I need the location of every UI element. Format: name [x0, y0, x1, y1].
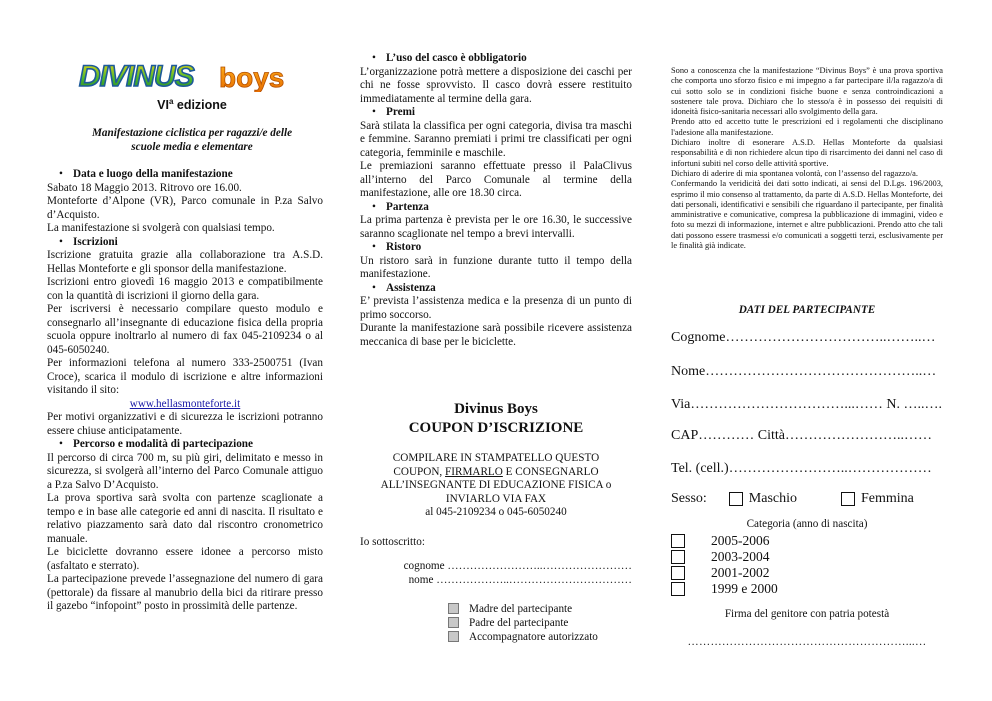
- categoria-title: Categoria (anno di nascita): [746, 518, 868, 530]
- paragraph: Durante la manifestazione sarà possibile ricevere assistenza meccanica di base per le biciclette.: [360, 322, 632, 348]
- paragraph: Sono a conoscenza che la manifestazione “Divinus Boys” è una prova sportiva che comporta uno sforzo fisico e mi impegno a far partecipare il/la ragazzo/a di cui sotto solo se in condizioni fisiche buone e senza controindicazioni a sostenere tale prova. Dichiaro che lo stesso/a è in possesso dei requisiti di idoneità fisico-sanitaria necessari allo svolgimento della gara.: [671, 66, 943, 117]
- paragraph: Le premiazioni saranno effettuate presso il PalaClivus all’interno del Parco Comunale al termine della manifestazione, alle ore 18.30 circa.: [360, 160, 632, 199]
- coupon-title-line2: COUPON D’ISCRIZIONE: [408, 420, 584, 436]
- paragraph: Iscrizioni entro giovedì 16 maggio 2013 e compatibilmente con la quantità di iscrizioni il giorno della gara.: [47, 276, 323, 302]
- column-2: [360, 0, 632, 701]
- heading-ristoro: • Ristoro: [360, 241, 632, 255]
- logo-text-boys: boys: [219, 62, 285, 92]
- categoria-checkbox[interactable]: [671, 534, 685, 548]
- heading-assistenza: • Assistenza: [360, 282, 632, 296]
- paragraph: La prima partenza è prevista per le ore 16.30, le successive saranno scaglionate nel tempo a brevi intervalli.: [360, 214, 632, 240]
- categoria-checkbox[interactable]: [671, 550, 685, 564]
- paragraph: Le biciclette dovranno essere idonee a percorso misto (asfaltato e sterrato).: [47, 546, 323, 572]
- paragraph: La partecipazione prevede l’assegnazione del numero di gara (pettorale) da fissare al manubrio della bici da ritirare presso il gazebo “infopoint” posto in prossimità delle partenze.: [47, 573, 323, 612]
- paragraph: La prova sportiva sarà svolta con partenze scaglionate a tempo e in base alle categorie ed anni di nascita. Il risultato e relativo piazzamento sarà dato dal riscontro cronometrico manuale.: [47, 492, 323, 545]
- paragraph: La manifestazione si svolgerà con qualsiasi tempo.: [47, 222, 275, 234]
- column-3: [671, 0, 943, 701]
- edition-label: $VI^a$ edizione: [157, 97, 227, 113]
- subtitle: Manifestazione ciclistica per ragazzi/e delle scuole media e elementare: [91, 127, 293, 153]
- categoria-checkbox[interactable]: [671, 566, 685, 580]
- categoria-checkbox[interactable]: [671, 582, 685, 596]
- paragraph: Confermando la veridicità dei dati sotto indicati, ai sensi del D.Lgs. 196/2003, esprimo il mio consenso al trattamento, da parte di A.S.D. Hellas Monteforte, dei dati personali, identificativi e sensibili che riguardano il partecipante, per finalità amministrative e comunicative, compresa la pubblicazione di immagini, video e foto su mezzi di informazione, internet e altre pubblicazioni. Prendo atto che tali dati possono essere trasmessi e/o comunicati a soggetti terzi, esclusivamente per le finalità già indicate.: [671, 179, 943, 251]
- checkbox[interactable]: [448, 631, 459, 642]
- femmina-label: Femmina: [861, 491, 914, 506]
- paragraph: Il percorso di circa 700 m, su più giri, delimitato e messo in sicurezza, si svolgerà all’interno del Parco Comunale attiguo a P.za Salvo D’Acquisto.: [47, 451, 323, 491]
- categoria-option[interactable]: 2005-2006: [671, 533, 770, 549]
- cognome-input[interactable]: Cognome……………………………..……..…: [671, 330, 936, 345]
- categoria-option[interactable]: 1999 e 2000: [671, 581, 778, 597]
- divinus-boys-logo: [77, 58, 297, 92]
- heading-casco: • L’uso del casco è obbligatorio: [360, 52, 632, 66]
- femmina-checkbox[interactable]: [841, 492, 855, 506]
- tel-input[interactable]: Tel. (cell.)……………………..………………: [671, 461, 932, 476]
- heading-data-luogo: • Data e luogo della manifestazione: [47, 168, 323, 182]
- coupon-title: [360, 400, 632, 438]
- website-link[interactable]: www.hellasmonteforte.it: [129, 397, 241, 410]
- col1-body: [47, 168, 323, 614]
- heading-percorso: • Percorso e modalità di partecipazione: [47, 438, 323, 452]
- nome-field[interactable]: nome ………………..……………………………: [408, 574, 632, 586]
- option-madre[interactable]: Madre del partecipante: [448, 602, 572, 615]
- paragraph: Per informazioni telefona al numero 333-2500751 (Ivan Croce), scarica il modulo di iscrizione e altre informazioni visitando il sito:: [47, 357, 323, 396]
- paragraph: Sarà stilata la classifica per ogni categoria, divisa tra maschi e femmine. Saranno premiati i primi tre classificati per ogni categoria, femminile e maschile.: [360, 119, 632, 159]
- paragraph: Dichiaro di aderire di mia spontanea volontà, con l’assenso del ragazzo/a.: [671, 168, 918, 178]
- categoria-option[interactable]: 2001-2002: [671, 565, 770, 581]
- sesso-row: [671, 491, 914, 507]
- paragraph: L’organizzazione potrà mettere a disposizione dei caschi per chi ne fosse sprovvisto. Il casco dovrà essere restituito immediatamente al termine della gara.: [360, 65, 632, 105]
- paragraph: Per motivi organizzativi e di sicurezza le iscrizioni potranno essere chiuse anticipatamente.: [47, 411, 323, 437]
- via-input[interactable]: Via……………………………...…… N. …..….: [671, 397, 942, 412]
- categoria-option[interactable]: 2003-2004: [671, 549, 770, 565]
- heading-iscrizioni: • Iscrizioni: [47, 236, 323, 250]
- paragraph: E’ prevista l’assistenza medica e la presenza di un punto di primo soccorso.: [360, 295, 632, 321]
- checkbox[interactable]: [448, 617, 459, 628]
- firma-field[interactable]: …………………………………………………...…: [687, 636, 927, 648]
- coupon-title-line1: Divinus Boys: [454, 401, 538, 417]
- dati-partecipante-heading: DATI DEL PARTECIPANTE: [738, 304, 876, 316]
- logo-text-main: DIVINUS: [79, 60, 194, 92]
- paragraph: Prendo atto ed accetto tutte le prescrizioni ed i regolamenti che disciplinano l'adesione alla manifestazione.: [671, 117, 943, 137]
- heading-premi: • Premi: [360, 106, 632, 120]
- cap-citta-input[interactable]: CAP………… Città……………………..……: [671, 428, 932, 443]
- disclaimer: [671, 66, 943, 251]
- col2-body: [360, 52, 632, 349]
- option-padre[interactable]: Padre del partecipante: [448, 616, 568, 629]
- maschio-checkbox[interactable]: [729, 492, 743, 506]
- paragraph: Per iscriversi è necessario compilare questo modulo e consegnarlo all’insegnante di educazione fisica della propria scuola oppure inoltrarlo al numero di fax 045-2109234 o al 045-6050240.: [47, 303, 323, 356]
- paragraph: Sabato 18 Maggio 2013. Ritrovo ore 16.00.: [47, 181, 242, 194]
- option-accompagnatore[interactable]: Accompagnatore autorizzato: [448, 630, 598, 643]
- column-1: [47, 0, 323, 701]
- heading-partenza: • Partenza: [360, 201, 632, 215]
- sottoscritto-label: Io sottoscritto:: [360, 536, 425, 548]
- sesso-label: Sesso:: [671, 491, 707, 506]
- checkbox[interactable]: [448, 603, 459, 614]
- firma-label: Firma del genitore con patria potestà: [724, 608, 890, 620]
- paragraph: Dichiaro inoltre di esonerare A.S.D. Hellas Monteforte da qualsiasi responsabilità e di non richiedere alcun tipo di risarcimento dei danni nel caso di infortuni subiti nel corso delle attività sportive.: [671, 138, 943, 168]
- maschio-label: Maschio: [748, 491, 798, 506]
- coupon-instructions: COMPILARE IN STAMPATELLO QUESTO COUPON, FIRMARLO E CONSEGNARLO ALL’INSEGNANTE DI EDUCAZIONE FISICA o INVIARLO VIA FAX al 045-2109234 o 045-6050240: [380, 452, 612, 518]
- nome-input[interactable]: Nome………………………………………..…: [671, 364, 937, 379]
- paragraph: Iscrizione gratuita grazie alla collaborazione tra A.S.D. Hellas Monteforte e gli sponsor della manifestazione.: [47, 249, 323, 275]
- cognome-field[interactable]: cognome ……………………..……………………: [403, 560, 632, 572]
- paragraph: Un ristoro sarà in funzione durante tutto il tempo della manifestazione.: [360, 254, 632, 280]
- paragraph: Monteforte d’Alpone (VR), Parco comunale in P.za Salvo d’Acquisto.: [47, 195, 323, 221]
